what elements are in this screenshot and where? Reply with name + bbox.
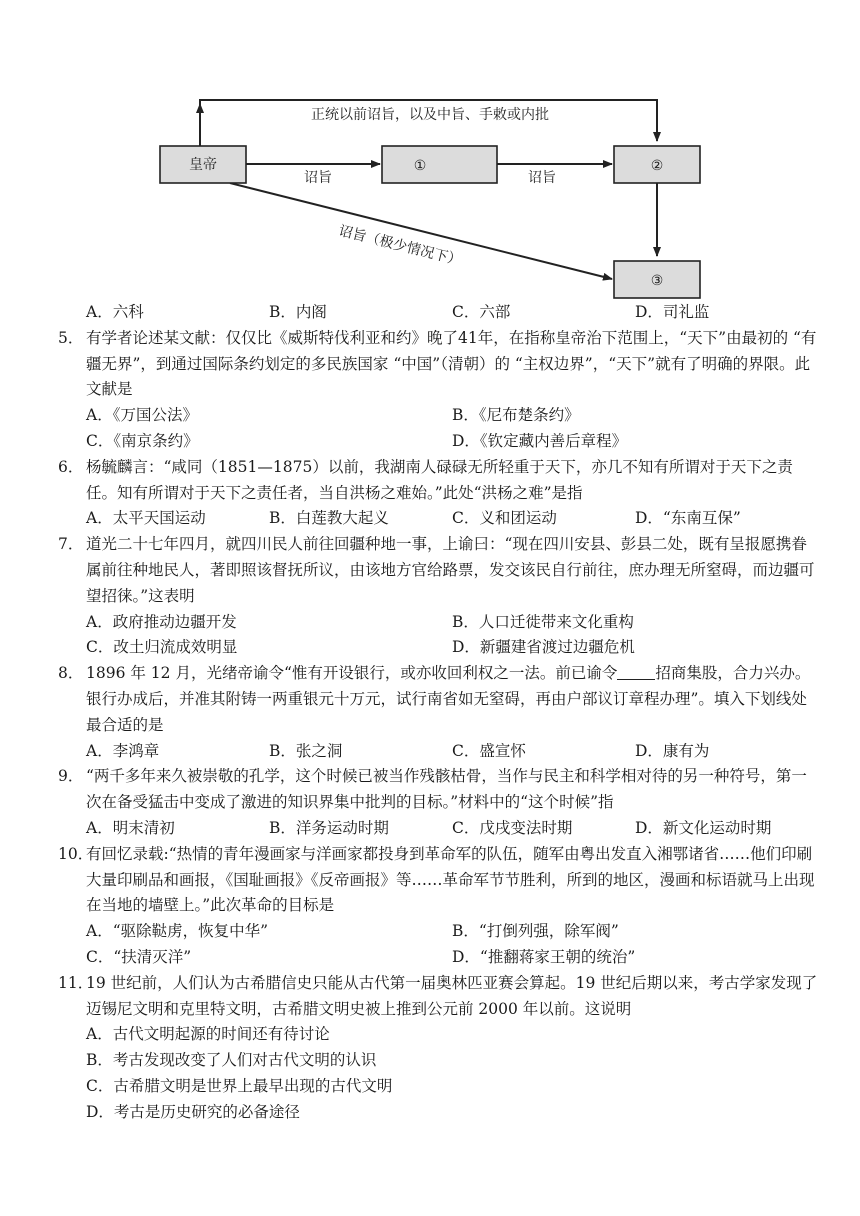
flow-diagram	[0, 0, 860, 300]
option: B．考古发现改变了人们对古代文明的认识	[86, 1051, 377, 1070]
question-stem: 杨毓麟言：“咸同（1851—1875）以前，我湖南人碌碌无所轻重于天下，亦几不知有所谓对于天下之责任。知有所谓对于天下之责任者，当自洪杨之难始。”此处“洪杨之难”是指	[86, 457, 793, 502]
question-stem-part2: 招商集股，合力兴办。银行办成后，并准其附铸一两重银元十万元，试行南省如无窒碍，再由户部议订章程办理”。填入下划线处最合适的是	[86, 664, 811, 734]
option: C．改土归流成效明显	[86, 638, 238, 657]
box-3-label: ③	[650, 273, 664, 289]
option: A．太平天国运动	[86, 509, 206, 528]
question-number: 11．	[58, 973, 94, 992]
option: C．古希腊文明是世界上最早出现的古代文明	[86, 1076, 393, 1095]
option: D．新文化运动时期	[635, 818, 772, 837]
mid-label-1: 诏旨	[304, 170, 332, 186]
q7-options-row2	[58, 635, 818, 661]
question-11	[58, 971, 818, 1023]
top-route-label: 正统以前诏旨，以及中旨、手敕或内批	[311, 107, 549, 123]
option: C．六部	[452, 303, 511, 321]
question-number: 6．	[58, 457, 84, 476]
question-number: 7．	[58, 535, 84, 554]
option: D．司礼监	[635, 303, 710, 321]
option: A．《万国公法》	[86, 406, 198, 425]
option: A．李鸿章	[86, 741, 160, 760]
option: B．“打倒列强，除军阀”	[452, 922, 619, 941]
option: D．“东南互保”	[635, 509, 741, 528]
q4-options	[58, 300, 818, 326]
question-6	[58, 455, 818, 507]
question-7	[58, 532, 818, 609]
question-stem: 有回忆录载:“热情的青年漫画家与洋画家都投身到革命军的队伍，随军由粤出发直入湘鄂诸省……他们印刷大量印刷品和画报，《国耻画报》《反帝画报》等……革命军节节胜利，所到的地区，漫画和标语就马上出现在当地的墙壁上。”此次革命的目标是	[86, 844, 815, 915]
question-stem: “两千多年来久被崇敬的孔学，这个时候已被当作残骸枯骨，当作与民主和科学相对待的另一种符号，第一次在备受猛击中变成了激进的知识界集中批判的目标。”材料中的“这个时候”指	[86, 767, 807, 812]
box-1-label: ①	[413, 158, 427, 174]
box-2-label: ②	[650, 158, 664, 174]
option: A．六科	[86, 303, 144, 321]
question-number: 5．	[58, 328, 84, 347]
q5-options-row2	[58, 429, 818, 455]
option: D．康有为	[635, 741, 710, 760]
option: C．义和团运动	[452, 509, 557, 528]
q10-options-row2	[58, 945, 818, 971]
option: C．“扶清灭洋”	[86, 947, 192, 966]
option: C．戊戌变法时期	[452, 818, 573, 837]
option: B．《尼布楚条约》	[452, 406, 580, 425]
option: C．《南京条约》	[86, 431, 199, 450]
question-10	[58, 842, 818, 919]
option: B．张之洞	[269, 741, 343, 760]
question-stem: 有学者论述某文献：仅仅比《威斯特伐利亚和约》晚了41年，在指称皇帝治下范围上，“天下”由最初的 “有疆无界”，到通过国际条约划定的多民族国家 “中国”（清朝）的 “主权边界”，“天下”就有了明确的界限。此文献是	[86, 328, 817, 399]
question-8	[58, 661, 818, 738]
option: A．“驱除鞑虏，恢复中华”	[86, 922, 269, 941]
option: D．考古是历史研究的必备途径	[86, 1102, 300, 1121]
q7-options-row1	[58, 610, 818, 636]
arrow-emperor-to-3	[230, 183, 612, 279]
box-1	[382, 146, 497, 183]
option: A．政府推动边疆开发	[86, 612, 237, 631]
q9-options	[58, 816, 818, 842]
option: D．《钦定藏内善后章程》	[452, 431, 628, 450]
emperor-label: 皇帝	[189, 157, 217, 173]
mid-label-2: 诏旨	[528, 170, 556, 186]
option: D．新疆建省渡过边疆危机	[452, 638, 635, 657]
q8-options	[58, 739, 818, 765]
option: B．洋务运动时期	[269, 818, 389, 837]
question-9	[58, 764, 818, 816]
question-5	[58, 326, 818, 403]
option: A．明末清初	[86, 818, 175, 837]
question-number: 9．	[58, 767, 84, 786]
question-stem-part1: 1896 年 12 月，光绪帝谕令“惟有开设银行，或亦收回利权之一法。前已谕令	[86, 664, 618, 683]
q5-options-row1	[58, 403, 818, 429]
option: B．内阁	[269, 303, 327, 321]
option: C．盛宣怀	[452, 741, 526, 760]
option: B．人口迁徙带来文化重构	[452, 612, 634, 631]
q10-options-row1	[58, 919, 818, 945]
option: A．古代文明起源的时间还有待讨论	[86, 1025, 330, 1044]
question-stem: 19 世纪前，人们认为古希腊信史只能从古代第一届奥林匹亚赛会算起。19 世纪后期以来，考古学家发现了迈锡尼文明和克里特文明，古希腊文明史被上推到公元前 2000 年以前。这说明	[86, 973, 818, 1018]
question-number: 10．	[58, 844, 94, 863]
option: D．“推翻蒋家王朝的统治”	[452, 947, 636, 966]
fill-in-blank	[617, 663, 655, 680]
question-content	[58, 300, 818, 1126]
question-number: 8．	[58, 664, 84, 683]
option: B．白莲教大起义	[269, 509, 389, 528]
diag-label: 诏旨（极少情况下）	[336, 222, 464, 270]
q6-options	[58, 506, 818, 532]
question-stem: 道光二十七年四月，就四川民人前往回疆种地一事，上谕曰：“现在四川安县、彭县二处，既有呈报愿携眷属前往种地民人，著即照该督抚所议，由该地方官给路票，发交该民自行前往，庶办理无所窒碍，而边疆可望招徕。”这表明	[86, 535, 815, 605]
